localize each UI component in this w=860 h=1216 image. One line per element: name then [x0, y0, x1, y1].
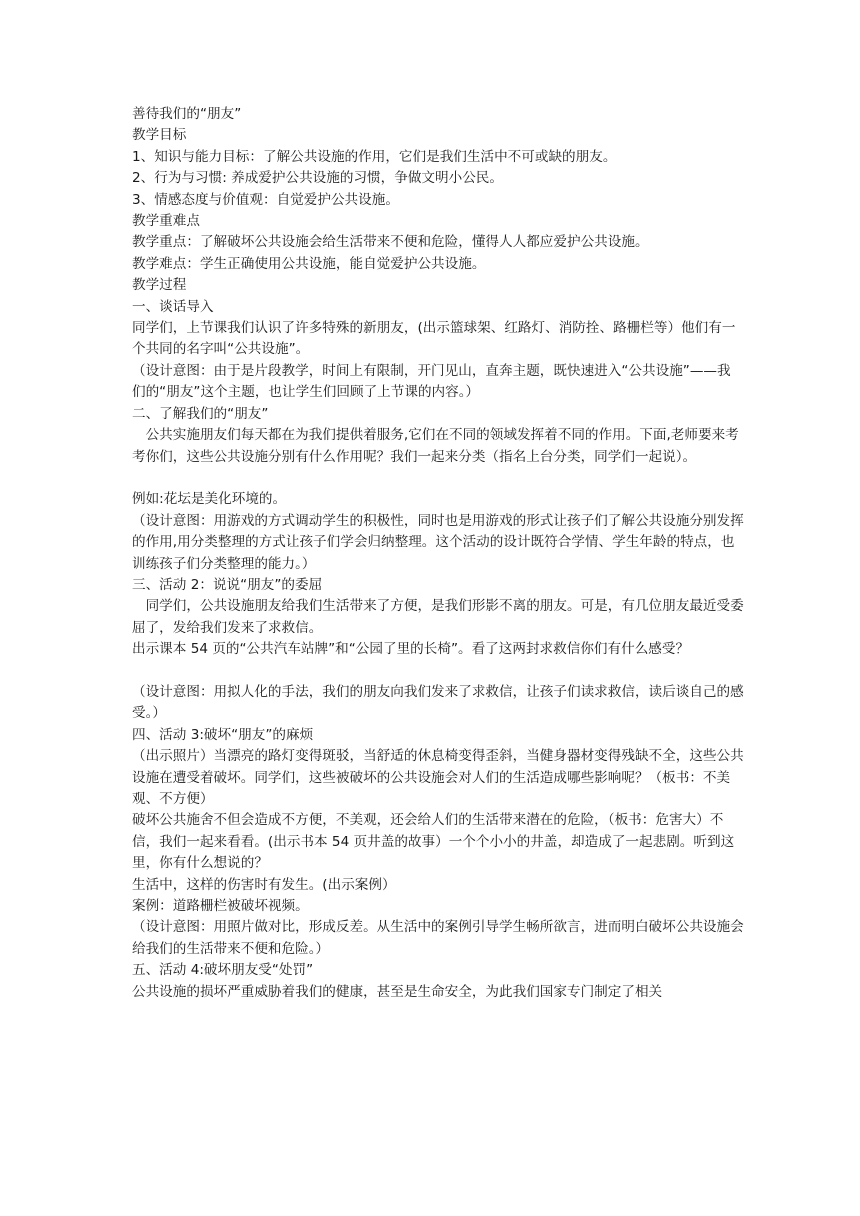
section-heading: 五、活动 4:破坏朋友受“处罚” [132, 962, 314, 979]
paragraph: 出示课本 54 页的“公共汽车站牌”和“公园了里的长椅”。看了这两封求救信你们有什么感受？ [132, 641, 690, 658]
document-body [132, 104, 744, 1003]
section-heading: 三、活动 2：说说“朋友”的委屈 [132, 576, 323, 593]
paragraph: 同学们，公共设施朋友给我们生活带来了方便，是我们形影不离的朋友。可是，有几位朋友最近受委屈了，发给我们发来了求救信。 [132, 598, 744, 636]
paragraph: 公共实施朋友们每天都在为我们提供着服务,它们在不同的领域发挥着不同的作用。下面,老师要来考考你们，这些公共设施分别有什么作用呢？我们一起来分类（指名上台分类，同学们一起说）。 [132, 427, 739, 465]
paragraph: 2、行为与习惯: 养成爱护公共设施的习惯，争做文明小公民。 [132, 170, 503, 187]
section-heading: 教学目标 [132, 127, 187, 144]
paragraph: （设计意图：由于是片段教学，时间上有限制，开门见山，直奔主题，既快速进入“公共设施”——我们的“朋友”这个主题，也让学生们回顾了上节课的内容。） [132, 362, 731, 401]
section-heading: 二、了解我们的“朋友” [132, 405, 269, 422]
paragraph: 教学重点：了解破坏公共设施会给生活带来不便和危险，懂得人人都应爱护公共设施。 [132, 234, 649, 251]
section-heading: 一、谈话导入 [132, 298, 214, 315]
document-title: 善待我们的“朋友” [132, 106, 242, 122]
paragraph: （设计意图：用拟人化的手法，我们的朋友向我们发来了求救信，让孩子们读求救信，读后谈自己的感受。） [132, 683, 744, 722]
section-heading: 四、活动 3:破坏“朋友”的麻烦 [132, 726, 314, 743]
paragraph: （出示照片）当漂亮的路灯变得斑驳，当舒适的休息椅变得歪斜，当健身器材变得残缺不全，这些公共设施在遭受着破坏。同学们，这些被破坏的公共设施会对人们的生活造成哪些影响呢？（板书：不美观、不方便） [132, 748, 744, 807]
blank-line [132, 468, 744, 489]
paragraph: 1、知识与能力目标：了解公共设施的作用，它们是我们生活中不可或缺的朋友。 [132, 148, 617, 165]
blank-line [132, 661, 744, 682]
paragraph: 案例：道路栅栏被破坏视频。 [132, 898, 309, 914]
paragraph: 破坏公共施舍不但会造成不方便，不美观，还会给人们的生活带来潜在的危险，（板书：危害大）不信，我们一起来看看。(出示书本 54 页井盖的故事）一个个小小的井盖，却造成了一起悲剧。听到这里，你有什么想说的？ [132, 812, 735, 872]
paragraph: 公共设施的损坏严重威胁着我们的健康，甚至是生命安全，为此我们国家专门制定了相关 [132, 983, 663, 1000]
paragraph: 生活中，这样的伤害时有发生。(出示案例） [132, 876, 396, 893]
paragraph: 例如:花坛是美化环境的。 [132, 491, 287, 508]
paragraph: 同学们，上节课我们认识了许多特殊的新朋友，(出示篮球架、红路灯、消防拴、路栅栏等）他们有一个共同的名字叫“公共设施”。 [132, 320, 736, 358]
section-heading: 教学重难点 [132, 213, 200, 230]
paragraph: （设计意图：用游戏的方式调动学生的积极性，同时也是用游戏的形式让孩子们了解公共设施分别发挥的作用,用分类整理的方式让孩子们学会归纳整理。这个活动的设计既符合学情、学生年龄的特点，也训练孩子们分类整理的能力。） [132, 512, 744, 572]
paragraph: 教学难点：学生正确使用公共设施，能自觉爱护公共设施。 [132, 255, 486, 272]
paragraph: （设计意图：用照片做对比，形成反差。从生活中的案例引导学生畅所欲言，进而明白破坏公共设施会给我们的生活带来不便和危险。） [132, 919, 744, 957]
section-heading: 教学过程 [132, 277, 187, 294]
paragraph: 3、情感态度与价值观：自觉爱护公共设施。 [132, 191, 399, 208]
